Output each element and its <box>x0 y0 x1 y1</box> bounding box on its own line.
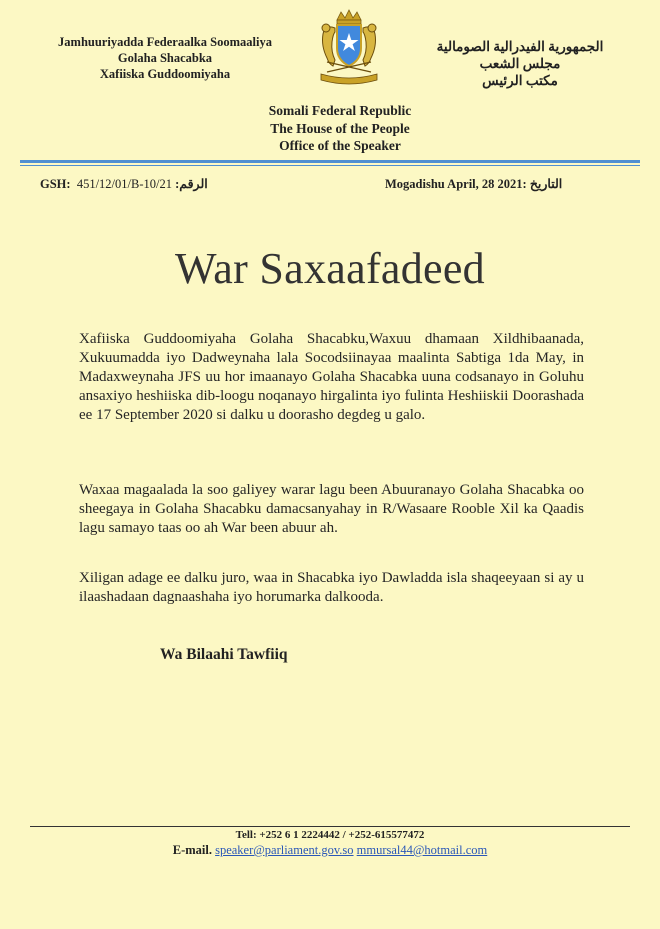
dateline <box>385 176 562 192</box>
reference-label: GSH: <box>40 177 71 191</box>
footer-email <box>0 843 660 858</box>
email-link-mursal[interactable]: mmursal44@hotmail.com <box>356 843 488 857</box>
paragraph-3: Xiligan adage ee dalku juro, waa in Shacabka iyo Dawladda isla shaqeeyaan si ay u ilaashadaan dagnaashaha iyo horumarka dalkooda. <box>79 570 584 605</box>
reference-number <box>40 176 208 192</box>
paragraph-2: Waxaa magaalada la soo galiyey warar lagu been Abuuranayo Golaha Shacabka oo sheegaya in Golaha Shacabku damacsanyahay in R/Wasaare Rooble Xil ka Qaadis lagu samayo taas oo ah War been abuur ah. <box>79 482 584 536</box>
dateline-text: Mogadishu April, 28 2021: <box>385 177 527 191</box>
email-label: E-mail. <box>172 843 212 857</box>
reference-value: 451/12/01/B-10/21 <box>76 177 172 191</box>
footer-rule <box>30 826 630 827</box>
header-somali-line-2: Golaha Shacabka <box>117 51 213 65</box>
header-arabic-line-1: الجمهورية الفيدرالية الصومالية <box>436 39 604 54</box>
closing-line: Wa Bilaahi Tawfiiq <box>160 646 288 663</box>
paragraph-1: Xafiiska Guddoomiyaha Golaha Shacabku,Waxuu dhamaan Xildhibaanada, Xukuumadda iyo Dadweynaha lala Socodsiinayaa maalinta Sabtiga 1da May, in Madaxweynaha JFS uu hor imaanayo Golaha Shacabka uuna codsanayo in Goluhu ansaxiyo heshiiska dib-loogu noqanayo hirgalinta iyo fulinta Heshiiskii Doorashada ee 17 September 2020 si dalku u doorasho degdeg u galo. <box>79 331 584 423</box>
header-somali-block <box>30 34 300 82</box>
header-arabic-line-3: مكتب الرئيس <box>482 73 558 88</box>
header-english-block <box>220 102 460 155</box>
header-english-line-3: Office of the Speaker <box>279 138 401 153</box>
header-arabic-block <box>405 38 635 89</box>
header-arabic-line-2: مجلس الشعب <box>479 56 561 71</box>
somali-coat-of-arms-icon <box>311 8 387 88</box>
header-somali-line-1: Jamhuuriyadda Federaalka Soomaaliya <box>58 35 272 49</box>
header-english-line-1: Somali Federal Republic <box>268 103 412 118</box>
email-link-speaker[interactable]: speaker@parliament.gov.so <box>215 843 354 857</box>
header-somali-line-3: Xafiiska Guddoomiyaha <box>99 67 231 81</box>
footer-tel: Tell: +252 6 1 2224442 / +252-615577472 <box>235 829 425 841</box>
header-rule-thin <box>20 165 640 166</box>
page-title: War Saxaafadeed <box>175 244 485 293</box>
header-english-line-2: The House of the People <box>270 120 410 136</box>
dateline-arabic-label: التاريخ <box>529 177 563 191</box>
header-rule-thick <box>20 160 640 163</box>
reference-arabic-label: الرقم: <box>175 177 208 191</box>
